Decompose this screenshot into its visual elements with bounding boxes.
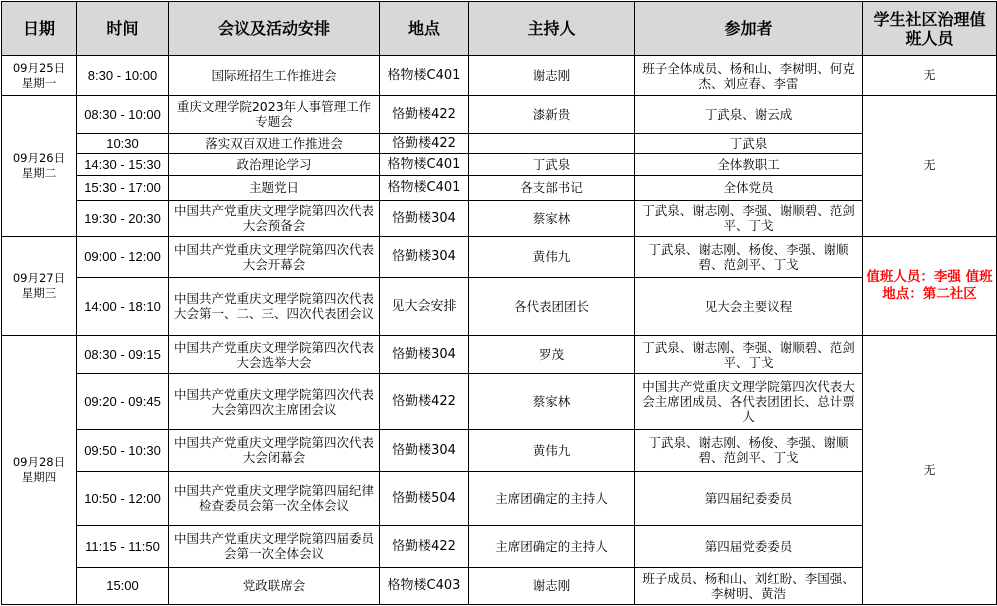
duty-cell: 值班人员：李强 值班地点：第二社区	[863, 236, 997, 336]
location-cell: 恪勤楼304	[380, 430, 469, 471]
host-cell: 罗茂	[469, 336, 635, 374]
table-row	[2, 176, 997, 201]
event-cell: 主题党日	[169, 176, 380, 201]
location-cell: 恪勤楼504	[380, 471, 469, 525]
header-location: 地点	[380, 2, 469, 56]
table-row	[2, 200, 997, 236]
table-row	[2, 236, 997, 277]
header-participants: 参加者	[635, 2, 863, 56]
host-cell: 丁武泉	[469, 154, 635, 176]
event-cell: 中国共产党重庆文理学院第四次代表大会第四次主席团会议	[169, 374, 380, 430]
date-cell	[2, 236, 77, 336]
host-cell: 谢志刚	[469, 567, 635, 604]
location-cell: 格物楼C401	[380, 154, 469, 176]
time-cell: 19:30 - 20:30	[77, 200, 169, 236]
participants-cell: 丁武泉、谢志刚、杨俊、李强、谢顺碧、范剑平、丁戈	[635, 430, 863, 471]
table-row	[2, 567, 997, 604]
location-cell: 格物楼C401	[380, 56, 469, 96]
participants-cell: 班子全体成员、杨和山、李树明、何克杰、刘应春、李雷	[635, 56, 863, 96]
host-cell: 主席团确定的主持人	[469, 471, 635, 525]
duty-cell: 无	[863, 336, 997, 605]
location-cell: 见大会安排	[380, 277, 469, 335]
weekday-text: 星期二	[21, 165, 57, 180]
participants-cell: 见大会主要议程	[635, 277, 863, 335]
date-cell	[2, 56, 77, 96]
location-cell: 恪勤楼422	[380, 96, 469, 134]
event-cell: 落实双百双进工作推进会	[169, 133, 380, 154]
header-duty: 学生社区治理值班人员	[863, 2, 997, 56]
location-cell: 格物楼C403	[380, 567, 469, 604]
time-cell: 14:00 - 18:10	[77, 277, 169, 335]
host-cell: 黄伟九	[469, 430, 635, 471]
weekday-text: 星期四	[21, 470, 57, 485]
location-cell: 恪勤楼304	[380, 236, 469, 277]
table-row	[2, 525, 997, 567]
event-cell: 政治理论学习	[169, 154, 380, 176]
weekday-text: 星期三	[21, 285, 57, 300]
host-cell	[469, 133, 635, 154]
time-cell: 10:30	[77, 133, 169, 154]
table-row	[2, 430, 997, 471]
weekday-text: 星期一	[21, 75, 57, 90]
participants-cell: 中国共产党重庆文理学院第四次代表大会主席团成员、各代表团团长、总计票人	[635, 374, 863, 430]
location-cell: 恪勤楼422	[380, 525, 469, 567]
host-cell: 蔡家林	[469, 374, 635, 430]
participants-cell: 丁武泉、谢志刚、李强、谢顺碧、范剑平、丁戈	[635, 336, 863, 374]
header-time: 时间	[77, 2, 169, 56]
duty-cell: 无	[863, 56, 997, 96]
header-date: 日期	[2, 2, 77, 56]
event-cell: 中国共产党重庆文理学院第四次代表大会闭幕会	[169, 430, 380, 471]
time-cell: 09:20 - 09:45	[77, 374, 169, 430]
table-row	[2, 277, 997, 335]
time-cell: 08:30 - 10:00	[77, 96, 169, 134]
location-cell: 恪勤楼422	[380, 374, 469, 430]
participants-cell: 全体党员	[635, 176, 863, 201]
event-cell: 重庆文理学院2023年人事管理工作专题会	[169, 96, 380, 134]
duty-cell: 无	[863, 96, 997, 237]
date-text: 09月28日	[12, 455, 66, 470]
time-cell: 15:30 - 17:00	[77, 176, 169, 201]
event-cell: 中国共产党重庆文理学院第四次代表大会开幕会	[169, 236, 380, 277]
date-cell	[2, 96, 77, 237]
location-cell: 恪勤楼422	[380, 133, 469, 154]
location-cell: 恪勤楼304	[380, 200, 469, 236]
host-cell: 漆新贵	[469, 96, 635, 134]
host-cell: 各代表团团长	[469, 277, 635, 335]
time-cell: 10:50 - 12:00	[77, 471, 169, 525]
participants-cell: 丁武泉、谢志刚、李强、谢顺碧、范剑平、丁戈	[635, 200, 863, 236]
event-cell: 中国共产党重庆文理学院第四次代表大会选举大会	[169, 336, 380, 374]
host-cell: 谢志刚	[469, 56, 635, 96]
event-cell: 中国共产党重庆文理学院第四届纪律检查委员会第一次全体会议	[169, 471, 380, 525]
time-cell: 8:30 - 10:00	[77, 56, 169, 96]
header-host: 主持人	[469, 2, 635, 56]
table-row	[2, 471, 997, 525]
time-cell: 15:00	[77, 567, 169, 604]
host-cell: 黄伟九	[469, 236, 635, 277]
time-cell: 11:15 - 11:50	[77, 525, 169, 567]
date-text: 09月25日	[12, 60, 66, 75]
schedule-table	[1, 1, 997, 605]
event-cell: 党政联席会	[169, 567, 380, 604]
date-text: 09月26日	[12, 150, 66, 165]
time-cell: 14:30 - 15:30	[77, 154, 169, 176]
table-row	[2, 133, 997, 154]
event-cell: 中国共产党重庆文理学院第四次代表大会预备会	[169, 200, 380, 236]
location-cell: 恪勤楼304	[380, 336, 469, 374]
header-row	[2, 2, 997, 56]
date-cell	[2, 336, 77, 605]
table-row	[2, 374, 997, 430]
event-cell: 国际班招生工作推进会	[169, 56, 380, 96]
participants-cell: 丁武泉、谢志刚、杨俊、李强、谢顺碧、范剑平、丁戈	[635, 236, 863, 277]
time-cell: 08:30 - 09:15	[77, 336, 169, 374]
table-row	[2, 56, 997, 96]
participants-cell: 班子成员、杨和山、刘红盼、李国强、李树明、黄浩	[635, 567, 863, 604]
participants-cell: 第四届党委委员	[635, 525, 863, 567]
schedule-body	[2, 56, 997, 605]
host-cell: 蔡家林	[469, 200, 635, 236]
location-cell: 格物楼C401	[380, 176, 469, 201]
event-cell: 中国共产党重庆文理学院第四届委员会第一次全体会议	[169, 525, 380, 567]
host-cell: 主席团确定的主持人	[469, 525, 635, 567]
time-cell: 09:00 - 12:00	[77, 236, 169, 277]
participants-cell: 丁武泉	[635, 133, 863, 154]
date-text: 09月27日	[12, 270, 66, 285]
participants-cell: 第四届纪委委员	[635, 471, 863, 525]
table-row	[2, 336, 997, 374]
table-row	[2, 96, 997, 134]
participants-cell: 全体教职工	[635, 154, 863, 176]
event-cell: 中国共产党重庆文理学院第四次代表大会第一、二、三、四次代表团会议	[169, 277, 380, 335]
header-event: 会议及活动安排	[169, 2, 380, 56]
host-cell: 各支部书记	[469, 176, 635, 201]
time-cell: 09:50 - 10:30	[77, 430, 169, 471]
table-row	[2, 154, 997, 176]
participants-cell: 丁武泉、谢云成	[635, 96, 863, 134]
